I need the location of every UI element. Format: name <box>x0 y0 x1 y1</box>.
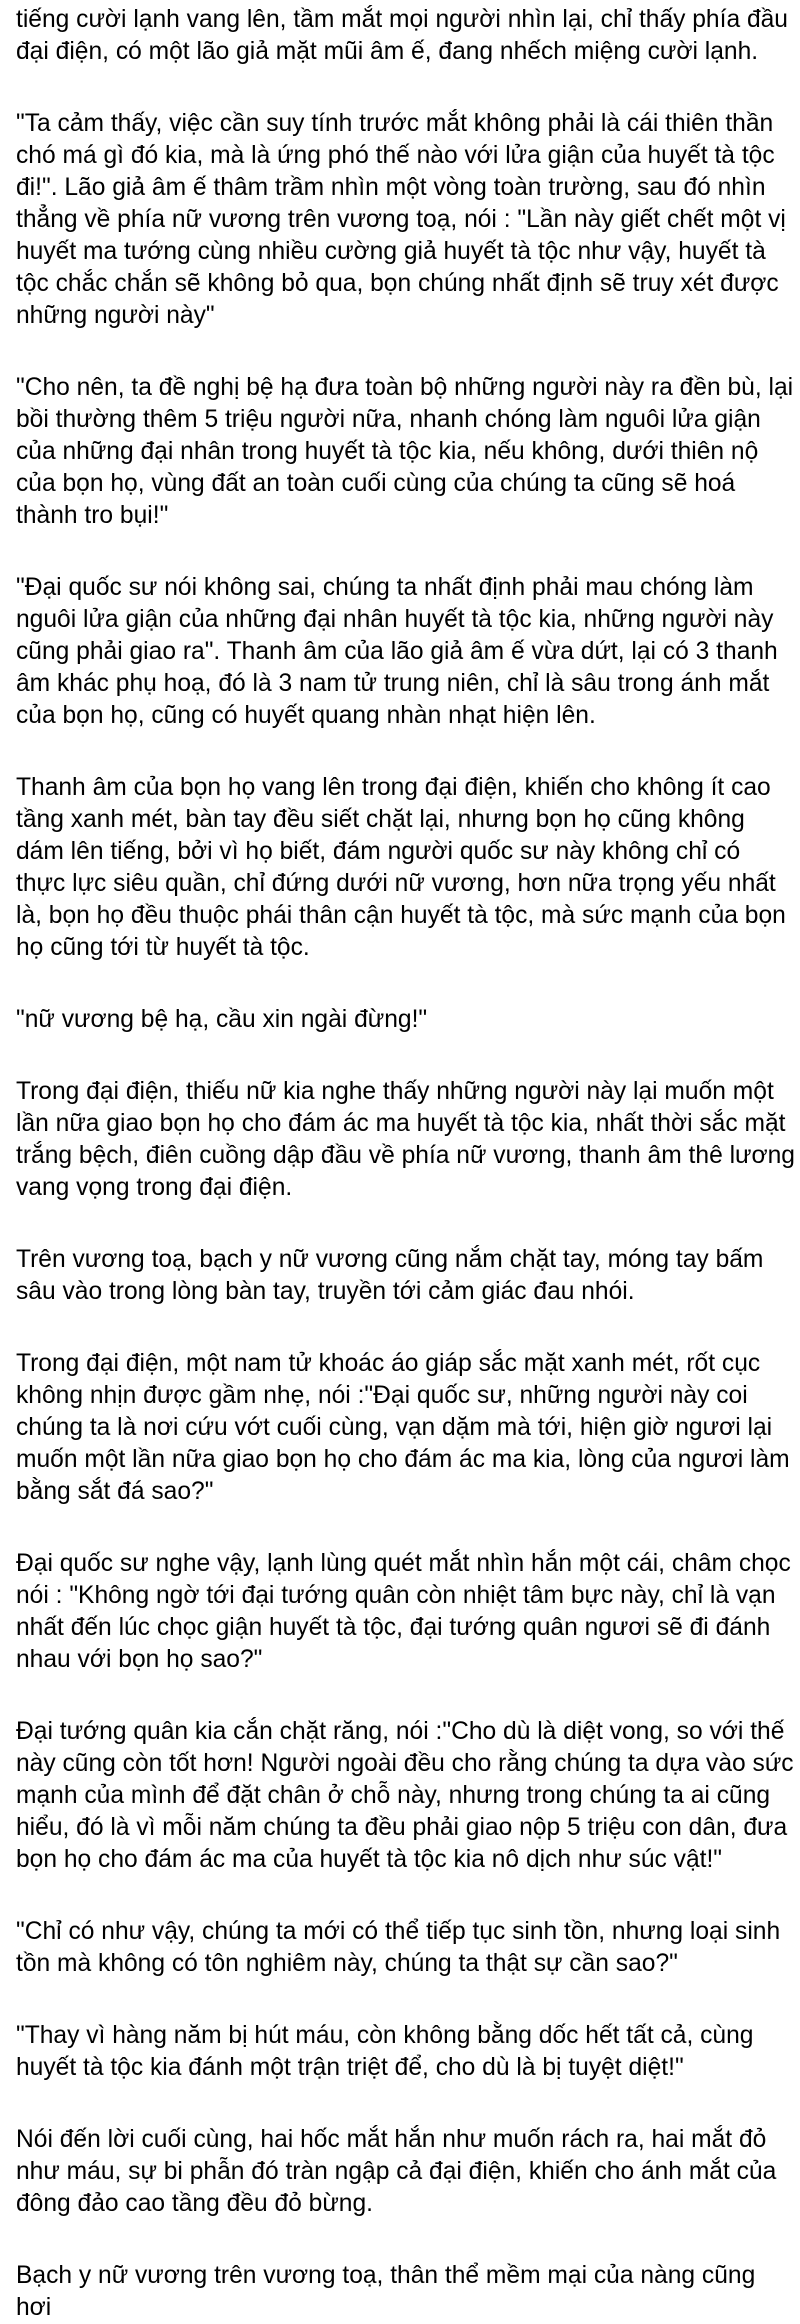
document-page <box>16 0 800 2321</box>
story-paragraph-15: Bạch y nữ vương trên vương toạ, thân thể mềm mại của nàng cũng hơi <box>16 2262 756 2321</box>
story-paragraph-13: "Thay vì hàng năm bị hút máu, còn không bằng dốc hết tất cả, cùng huyết tà tộc kia đánh một trận triệt để, cho dù là bị tuyệt diệt!" <box>16 2022 754 2081</box>
story-paragraph-11: Đại tướng quân kia cắn chặt răng, nói :"Cho dù là diệt vong, so với thế này cũng còn tốt hơn! Người ngoài đều cho rằng chúng ta dựa vào sức mạnh của mình để đặt chân ở chỗ này, nhưng trong chúng ta ai cũng hiểu, đó là vì mỗi năm chúng ta đều phải giao nộp 5 triệu con dân, đưa bọn họ cho đám ác ma của huyết tà tộc kia nô dịch như súc vật!" <box>16 1718 794 1873</box>
story-paragraph-6: "nữ vương bệ hạ, cầu xin ngài đừng!" <box>16 1006 428 1033</box>
story-paragraph-8: Trên vương toạ, bạch y nữ vương cũng nắm chặt tay, móng tay bấm sâu vào trong lòng bàn tay, truyền tới cảm giác đau nhói. <box>16 1246 764 1305</box>
story-paragraph-1: tiếng cười lạnh vang lên, tầm mắt mọi người nhìn lại, chỉ thấy phía đầu đại điện, có một lão giả mặt mũi âm ế, đang nhếch miệng cười lạnh. <box>16 6 788 65</box>
story-paragraph-12: "Chỉ có như vậy, chúng ta mới có thể tiếp tục sinh tồn, nhưng loại sinh tồn mà không có tôn nghiêm này, chúng ta thật sự cần sao?" <box>16 1918 781 1977</box>
story-paragraph-4: "Đại quốc sư nói không sai, chúng ta nhất định phải mau chóng làm nguôi lửa giận của những đại nhân huyết tà tộc kia, những người này cũng phải giao ra". Thanh âm của lão giả âm ế vừa dứt, lại có 3 thanh âm khác phụ hoạ, đó là 3 nam tử trung niên, chỉ là sâu trong ánh mắt của bọn họ, cũng có huyết quang nhàn nhạt hiện lên. <box>16 574 778 729</box>
story-paragraph-7: Trong đại điện, thiếu nữ kia nghe thấy những người này lại muốn một lần nữa giao bọn họ cho đám ác ma huyết tà tộc kia, nhất thời sắc mặt trắng bệch, điên cuồng dập đầu về phía nữ vương, thanh âm thê lương vang vọng trong đại điện. <box>16 1078 795 1201</box>
story-paragraph-5: Thanh âm của bọn họ vang lên trong đại điện, khiến cho không ít cao tầng xanh mét, bàn tay đều siết chặt lại, nhưng bọn họ cũng không dám lên tiếng, bởi vì họ biết, đám người quốc sư này không chỉ có thực lực siêu quần, chỉ đứng dưới nữ vương, hơn nữa trọng yếu nhất là, bọn họ đều thuộc phái thân cận huyết tà tộc, mà sức mạnh của bọn họ cũng tới từ huyết tà tộc. <box>16 774 786 961</box>
story-paragraph-14: Nói đến lời cuối cùng, hai hốc mắt hắn như muốn rách ra, hai mắt đỏ như máu, sự bi phẫn đó tràn ngập cả đại điện, khiến cho ánh mắt của đông đảo cao tầng đều đỏ bừng. <box>16 2126 777 2217</box>
story-paragraph-9: Trong đại điện, một nam tử khoác áo giáp sắc mặt xanh mét, rốt cục không nhịn được gầm nhẹ, nói :"Đại quốc sư, những người này coi chúng ta là nơi cứu vớt cuối cùng, vạn dặm mà tới, hiện giờ ngươi lại muốn một lần nữa giao bọn họ cho đám ác ma kia, lòng của ngươi làm bằng sắt đá sao?" <box>16 1350 790 1505</box>
story-paragraph-10: Đại quốc sư nghe vậy, lạnh lùng quét mắt nhìn hắn một cái, châm chọc nói : "Không ngờ tới đại tướng quân còn nhiệt tâm bực này, chỉ là vạn nhất đến lúc chọc giận huyết tà tộc, đại tướng quân ngươi sẽ đi đánh nhau với bọn họ sao?" <box>16 1550 791 1673</box>
story-paragraph-3: "Cho nên, ta đề nghị bệ hạ đưa toàn bộ những người này ra đền bù, lại bồi thường thêm 5 triệu người nữa, nhanh chóng làm nguôi lửa giận của những đại nhân trong huyết tà tộc kia, nếu không, dưới thiên nộ của bọn họ, vùng đất an toàn cuối cùng của chúng ta cũng sẽ hoá thành tro bụi!" <box>16 374 794 529</box>
story-paragraph-2: "Ta cảm thấy, việc cần suy tính trước mắt không phải là cái thiên thần chó má gì đó kia, mà là ứng phó thế nào với lửa giận của huyết tà tộc đi!". Lão giả âm ế thâm trầm nhìn một vòng toàn trường, sau đó nhìn thẳng về phía nữ vương trên vương toạ, nói : "Lần này giết chết một vị huyết ma tướng cùng nhiều cường giả huyết tà tộc như vậy, huyết tà tộc chắc chắn sẽ không bỏ qua, bọn chúng nhất định sẽ truy xét được những người này" <box>16 110 786 329</box>
